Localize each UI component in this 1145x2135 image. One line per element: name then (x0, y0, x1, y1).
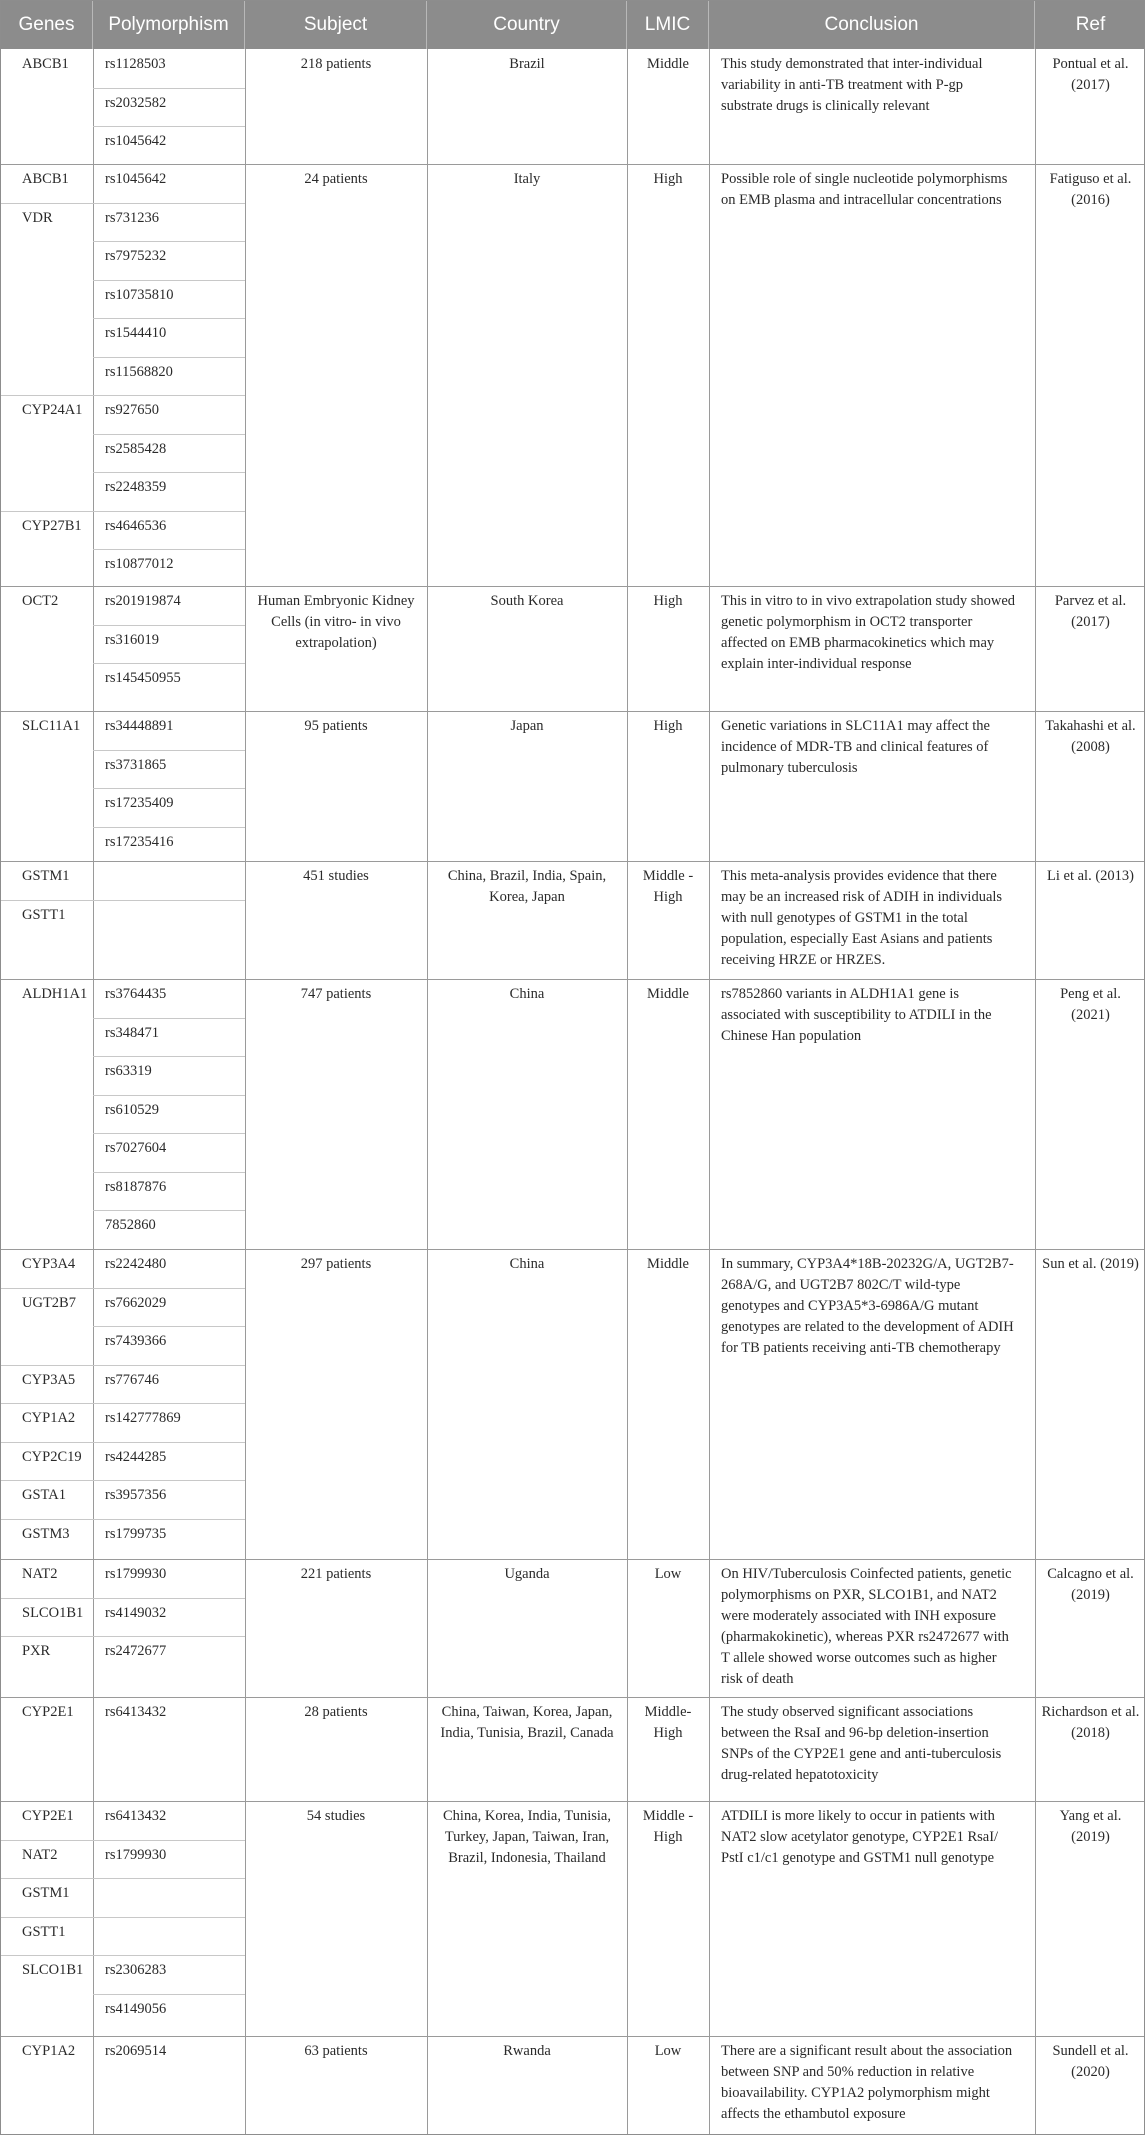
gene-name: VDR (22, 209, 53, 226)
gene-name: CYP1A2 (22, 2043, 76, 2059)
row-divider (93, 1878, 245, 1879)
row-divider (93, 663, 245, 664)
polymorphism-id: rs1799735 (105, 1525, 167, 1542)
polymorphism-id: rs201919874 (105, 593, 181, 609)
subject-cell: 747 patients (300, 986, 372, 1002)
polymorphism-id: rs731236 (105, 209, 159, 226)
row-divider (93, 1018, 245, 1019)
country-cell: China, Taiwan, Korea, Japan, India, Tunisia, Brazil, Canada (440, 1704, 614, 1741)
row-divider (93, 1133, 245, 1134)
row-divider (1, 1801, 1145, 1802)
polymorphism-id: rs610529 (105, 1101, 159, 1118)
conclusion-cell: ATDILI is more likely to occur in patients with NAT2 slow acetylator genotype, CYP2E1 RsaI/ PstI c1/c1 genotype and GSTM1 null genotype (721, 1808, 999, 1866)
country-cell: China (509, 1256, 545, 1272)
polymorphism-id: rs11568820 (105, 363, 173, 380)
gene-name: CYP3A4 (22, 1256, 76, 1272)
polymorphism-id: rs7975232 (105, 248, 167, 264)
gene-name: OCT2 (22, 593, 59, 609)
polymorphism-id: rs348471 (105, 1024, 159, 1041)
reference-cell: Pontual et al. (2017) (1052, 56, 1129, 93)
row-divider (93, 900, 245, 901)
polymorphism-id: rs2242480 (105, 1256, 167, 1272)
lmic-cell: High (653, 171, 683, 187)
polymorphism-id: rs3957356 (105, 1487, 167, 1503)
country-cell: Rwanda (503, 2043, 551, 2059)
polymorphism-id: rs17235416 (105, 833, 174, 850)
row-divider (1, 1598, 93, 1599)
polymorphism-id: rs316019 (105, 631, 159, 648)
table-header (1, 1, 1144, 49)
polymorphism-id: 7852860 (105, 1217, 156, 1233)
polymorphism-id: rs1544410 (105, 325, 167, 341)
gene-name: GSTT1 (22, 1923, 66, 1940)
row-divider (93, 1326, 245, 1327)
conclusion-cell: This study demonstrated that inter-individual variability in anti-TB treatment with P-gp substrate drugs is clinically relevant (721, 56, 983, 114)
row-divider (93, 434, 245, 435)
polymorphism-id: rs7439366 (105, 1333, 167, 1349)
gene-name: GSTM3 (22, 1525, 70, 1542)
conclusion-cell: Genetic variations in SLC11A1 may affect the incidence of MDR-TB and clinical features of pulmonary tuberculosis (721, 718, 990, 776)
reference-cell: Richardson et al. (2018) (1041, 1704, 1140, 1741)
row-divider (1, 1559, 1145, 1560)
row-divider (93, 357, 245, 358)
lmic-cell: Middle - High (642, 1808, 694, 1845)
column-divider (93, 49, 94, 2135)
row-divider (93, 472, 245, 473)
reference-cell: Fatiguso et al. (2016) (1049, 171, 1132, 208)
polymorphism-id: rs17235409 (105, 795, 174, 811)
polymorphism-id: rs6413432 (105, 1808, 167, 1824)
row-divider (93, 1095, 245, 1096)
lmic-cell: Middle - High (642, 868, 694, 905)
row-divider (93, 549, 245, 550)
country-cell: Italy (513, 171, 541, 187)
conclusion-cell: rs7852860 variants in ALDH1A1 gene is associated with susceptibility to ATDILI in the Chinese Han population (721, 986, 992, 1044)
lmic-cell: Middle-High (644, 1704, 692, 1741)
row-divider (93, 88, 245, 89)
column-divider (427, 49, 428, 2135)
country-cell: Japan (510, 718, 544, 734)
polymorphism-id: rs1045642 (105, 133, 167, 149)
row-divider (93, 788, 245, 789)
subject-cell: 63 patients (304, 2043, 368, 2059)
polymorphism-id: rs2069514 (105, 2043, 167, 2059)
row-divider (93, 1442, 245, 1443)
row-divider (93, 1403, 245, 1404)
gene-name: CYP2E1 (22, 1808, 74, 1824)
polymorphism-id: rs2248359 (105, 479, 167, 495)
row-divider (93, 395, 245, 396)
polymorphism-id: rs776746 (105, 1371, 159, 1388)
row-divider (93, 280, 245, 281)
reference-cell: Peng et al. (2021) (1060, 986, 1121, 1023)
row-divider (93, 827, 245, 828)
gene-name: UGT2B7 (22, 1294, 76, 1311)
column-divider (627, 49, 628, 2135)
country-cell: South Korea (490, 593, 564, 609)
header-subject: Subject (245, 1, 427, 49)
row-divider (93, 1365, 245, 1366)
subject-cell: 54 studies (306, 1808, 366, 1824)
polymorphism-id: rs7662029 (105, 1294, 167, 1311)
subject-cell: 221 patients (300, 1566, 372, 1582)
row-divider (1, 203, 93, 204)
gene-name: GSTT1 (22, 906, 66, 923)
gene-name: SLCO1B1 (22, 1962, 84, 1978)
conclusion-cell: Possible role of single nucleotide polymorphisms on EMB plasma and intracellular concentrations (721, 171, 1008, 208)
column-divider (709, 49, 710, 2135)
gene-name: CYP24A1 (22, 402, 83, 418)
row-divider (1, 1249, 1145, 1250)
row-divider (93, 625, 245, 626)
conclusion-cell: This meta-analysis provides evidence that there may be an increased risk of ADIH in individuals with null genotypes of GSTM1 in the total population, especially East Asians and patients receiving HRZE or HRZES. (721, 868, 1003, 968)
row-divider (93, 1210, 245, 1211)
row-divider (93, 1480, 245, 1481)
subject-cell: 28 patients (304, 1704, 368, 1720)
lmic-cell: Middle (647, 56, 689, 72)
gene-name: ABCB1 (22, 56, 69, 72)
subject-cell: 95 patients (304, 718, 368, 734)
polymorphism-id: rs10735810 (105, 286, 174, 303)
gene-name: SLCO1B1 (22, 1604, 84, 1621)
gene-name: ABCB1 (22, 171, 69, 187)
reference-cell: Yang et al. (2019) (1059, 1808, 1122, 1845)
polymorphism-id: rs2472677 (105, 1643, 167, 1659)
country-cell: Uganda (504, 1566, 550, 1582)
row-divider (93, 126, 245, 127)
polymorphism-id: rs1799930 (105, 1846, 167, 1863)
lmic-cell: Middle (647, 1256, 689, 1272)
lmic-cell: Low (654, 2043, 682, 2059)
gene-name: ALDH1A1 (22, 986, 88, 1002)
row-divider (1, 164, 1145, 165)
polymorphism-id: rs63319 (105, 1063, 152, 1079)
row-divider (93, 1288, 245, 1289)
subject-cell: 451 studies (303, 868, 369, 884)
polymorphism-id: rs4149056 (105, 2000, 167, 2017)
row-divider (1, 1878, 93, 1879)
row-divider (93, 511, 245, 512)
header-ref: Ref (1075, 14, 1106, 35)
row-divider (1, 1955, 93, 1956)
header-conclusion: Conclusion (709, 1, 1035, 49)
polymorphism-id: rs4244285 (105, 1448, 167, 1465)
row-divider (1, 586, 1145, 587)
column-divider (1035, 49, 1036, 2135)
gene-name: GSTA1 (22, 1487, 66, 1503)
row-divider (93, 1955, 245, 1956)
row-divider (1, 1519, 93, 1520)
gene-name: NAT2 (22, 1846, 58, 1863)
polymorphism-id: rs145450955 (105, 670, 181, 686)
row-divider (1, 979, 1145, 980)
reference-cell: Li et al. (2013) (1047, 868, 1134, 884)
row-divider (93, 750, 245, 751)
gene-name: CYP1A2 (22, 1410, 76, 1426)
gene-name: NAT2 (22, 1566, 58, 1582)
country-cell: Brazil (509, 56, 545, 72)
row-divider (1, 1403, 93, 1404)
polymorphism-id: rs142777869 (105, 1410, 181, 1426)
row-divider (1, 1288, 93, 1289)
subject-cell: 24 patients (304, 171, 368, 187)
gene-name: PXR (22, 1643, 51, 1659)
polymorphism-id: rs10877012 (105, 556, 174, 572)
polymorphism-id: rs4646536 (105, 517, 167, 534)
row-divider (1, 1697, 1145, 1698)
reference-cell: Takahashi et al. (2008) (1045, 718, 1136, 755)
gene-name: GSTM1 (22, 868, 70, 884)
gene-name: CYP2C19 (22, 1448, 82, 1465)
reference-cell: Sun et al. (2019) (1042, 1256, 1139, 1272)
polymorphism-id: rs3764435 (105, 986, 167, 1002)
row-divider (1, 1636, 93, 1637)
lmic-cell: Middle (647, 986, 689, 1002)
polymorphism-id: rs927650 (105, 402, 159, 418)
gene-name: CYP2E1 (22, 1704, 74, 1720)
subject-cell: Human Embryonic Kidney Cells (in vitro- in vivo extrapolation) (257, 593, 415, 651)
lmic-cell: Low (654, 1566, 682, 1582)
row-divider (93, 318, 245, 319)
column-divider (245, 49, 246, 2135)
row-divider (1, 2036, 1145, 2037)
row-divider (1, 1917, 93, 1918)
country-cell: China, Brazil, India, Spain, Korea, Japan (447, 868, 607, 905)
row-divider (93, 1636, 245, 1637)
subject-cell: 218 patients (300, 56, 372, 72)
header-genes: Genes (1, 1, 93, 49)
reference-cell: Sundell et al. (2020) (1052, 2043, 1129, 2080)
lmic-cell: High (653, 718, 683, 734)
header-lmic: LMIC (627, 1, 709, 49)
row-divider (93, 203, 245, 204)
gene-name: SLC11A1 (22, 718, 81, 734)
conclusion-cell: The study observed significant associations between the RsaI and 96-bp deletion-insertion SNPs of the CYP2E1 gene and anti-tuberculosis drug-related hepatotoxicity (721, 1704, 1002, 1783)
reference-cell: Calcagno et al. (2019) (1047, 1566, 1134, 1603)
polymorphism-id: rs34448891 (105, 718, 174, 734)
conclusion-cell: There are a significant result about the association between SNP and 50% reduction in relative bioavailability. CYP1A2 polymorphism might affects the ethambutol exposure (721, 2043, 1013, 2122)
row-divider (1, 511, 93, 512)
row-divider (1, 1442, 93, 1443)
polymorphism-id: rs1128503 (105, 56, 166, 72)
gene-name: CYP27B1 (22, 517, 82, 534)
polymorphism-id: rs6413432 (105, 1704, 167, 1720)
country-cell: China, Korea, India, Tunisia, Turkey, Japan, Taiwan, Iran, Brazil, Indonesia, Thailand (443, 1808, 611, 1866)
gene-name: GSTM1 (22, 1885, 70, 1901)
conclusion-cell: This in vitro to in vivo extrapolation study showed genetic polymorphism in OCT2 transporter affected on EMB pharmacokinetics which may explain inter-individual response (721, 593, 1016, 672)
row-divider (1, 1840, 93, 1841)
polymorphism-id: rs1045642 (105, 171, 167, 187)
conclusion-cell: In summary, CYP3A4*18B-20232G/A, UGT2B7-268A/G, and UGT2B7 802C/T wild-type genotypes and CYP3A5*3-6986A/G mutant genotypes are related to the development of ADIH for TB patients receiving anti-TB chemotherapy (721, 1256, 1014, 1356)
row-divider (1, 1365, 93, 1366)
row-divider (1, 711, 1145, 712)
conclusion-cell: On HIV/Tuberculosis Coinfected patients, genetic polymorphisms on PXR, SLCO1B1, and NAT2 were moderately associated with INH exposure (pharmakokinetic), whereas PXR rs2472677 with T allele showed worse outcomes such as higher risk of death (721, 1566, 1012, 1687)
country-cell: China (509, 986, 545, 1002)
row-divider (93, 241, 245, 242)
polymorphism-id: rs1799930 (105, 1566, 167, 1582)
row-divider (1, 900, 93, 901)
row-divider (93, 1056, 245, 1057)
subject-cell: 297 patients (300, 1256, 372, 1272)
polymorphism-id: rs7027604 (105, 1140, 167, 1156)
row-divider (93, 1994, 245, 1995)
row-divider (1, 395, 93, 396)
polymorphism-id: rs2306283 (105, 1962, 167, 1978)
row-divider (93, 1172, 245, 1173)
row-divider (93, 1917, 245, 1918)
polymorphism-id: rs2585428 (105, 440, 167, 457)
polymorphism-id: rs3731865 (105, 756, 167, 773)
lmic-cell: High (653, 593, 683, 609)
row-divider (1, 861, 1145, 862)
polymorphism-id: rs2032582 (105, 94, 167, 111)
polymorphism-id: rs8187876 (105, 1178, 167, 1195)
gene-name: CYP3A5 (22, 1371, 76, 1388)
header-polymorphism: Polymorphism (93, 1, 245, 49)
row-divider (93, 1840, 245, 1841)
polymorphism-id: rs4149032 (105, 1604, 167, 1621)
row-divider (93, 1519, 245, 1520)
reference-cell: Parvez et al. (2017) (1054, 593, 1127, 630)
row-divider (93, 1598, 245, 1599)
row-divider (1, 1480, 93, 1481)
header-country: Country (427, 1, 627, 49)
